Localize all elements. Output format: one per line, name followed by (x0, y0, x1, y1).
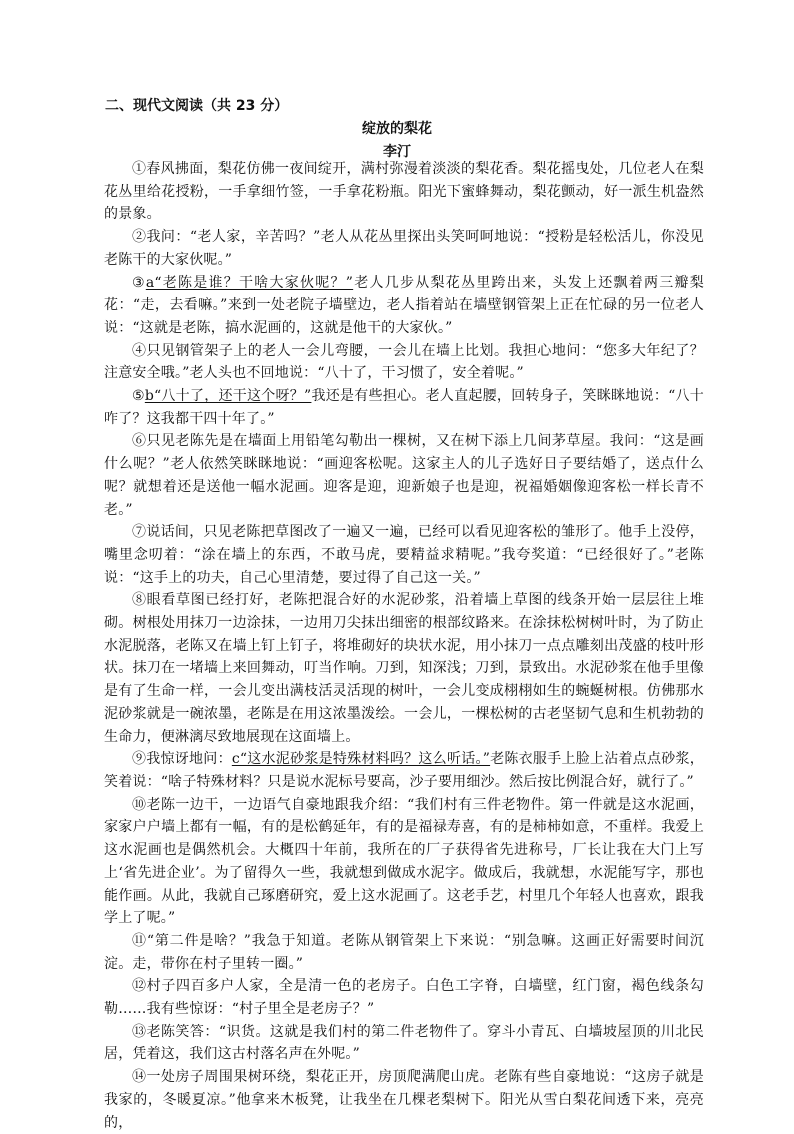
paragraph-2 (104, 226, 704, 271)
paragraph-8 (104, 589, 704, 748)
paragraph-text: 老陈衣服手上脸上沾着点点砂浆，笑着说：“啥子特殊材料？只是说水泥标号要高，沙子要用细沙。然后按比例混合好，就行了。” (104, 751, 705, 790)
underlined-question: a“老陈是谁？干啥大家伙呢？” (145, 274, 354, 291)
paragraph-text: ⑪“第二件是啥？”我急于知道。老陈从钢管架上下来说：“别急嘛。这画正好需要时间沉淀。走，带你在村子里转一圈。” (104, 932, 704, 972)
paragraph-4 (104, 340, 704, 385)
paragraph-7 (104, 521, 704, 589)
paragraph-12 (104, 975, 704, 1020)
paragraph-text: ⑨我惊讶地问： (132, 751, 232, 768)
paragraph-text: ⑤ (132, 388, 145, 405)
paragraph-text: ⑩老陈一边干，一边语气自豪地跟我介绍：“我们村有三件老物件。第一件就是这水泥画，家家户户墙上都有一幅，有的是松鹤延年，有的是福禄寿喜，有的是柿柿如意，不重样。我爱上这水泥画也是偶然机会。大概四十年前，我所在的厂子获得省先进称号，厂长让我在大门上写上‘省先进企业’。为了留得久一些，我就想到做成水泥字。做成后，我就想，水泥能写字，那也能作画。从此，我就自己琢磨研究，爱上这水泥画了。这老手艺，村里几个年轻人也喜欢，跟我学上了呢。” (104, 796, 704, 927)
paragraph-13 (104, 1021, 704, 1066)
underlined-question: b“八十了，还干这个呀？” (144, 388, 312, 405)
paragraph-text: ⑬老陈笑答：“识货。这就是我们村的第二件老物件了。穿斗小青瓦、白墙坡屋顶的川北民居，凭着这，我们这古村落名声在外呢。” (104, 1023, 704, 1063)
paragraph-text: 老人几步从梨花丛里跨出来，头发上还飘着两三瓣梨花：“走，去看嘛。”来到一处老院子墙壁边，老人指着站在墙壁钢管架上正在忙碌的另一位老人说：“这就是老陈，搞水泥画的，这就是他干的大家伙。” (104, 274, 704, 336)
paragraph-9 (104, 748, 704, 793)
paragraph-text: ①春风拂面，梨花仿佛一夜间绽开，满村弥漫着淡淡的梨花香。梨花摇曳处，几位老人在梨花丛里给花授粉，一手拿细竹签，一手拿花粉瓶。阳光下蜜蜂舞动，梨花颤动，好一派生机盎然的景象。 (104, 161, 704, 223)
paragraph-text: ⑧眼看草图已经打好，老陈把混合好的水泥砂浆，沿着墙上草图的线条开始一层层往上堆砌。树根处用抹刀一边涂抹，一边用刀尖抹出细密的根部纹路来。在涂抹松树树叶时，为了防止水泥脱落，老陈又在墙上钉上钉子，将堆砌好的块状水泥，用小抹刀一点点雕刻出茂盛的枝叶形状。抹刀在一堵墙上来回舞动，叮当作响。刀到，知深浅；刀到，景致出。水泥砂浆在他手里像是有了生命一样，一会儿变出满枝活灵活现的树叶，一会儿变成栩栩如生的蜿蜒树根。仿佛那水泥砂浆就是一碗浓墨，老陈是在用这浓墨泼绘。一会儿，一棵松树的古老坚韧气息和生机勃勃的生命力，便淋漓尽致地展现在这面墙上。 (104, 592, 704, 745)
paragraph-1 (104, 158, 704, 226)
paragraph-text: ④只见钢管架子上的老人一会儿弯腰，一会儿在墙上比划。我担心地问：“您多大年纪了？注意安全哦。”老人头也不回地说：“八十了，干习惯了，安全着呢。” (104, 342, 704, 382)
paragraph-text: ②我问：“老人家，辛苦吗？”老人从花丛里探出头笑呵呵地说：“授粉是轻松活儿，你没见老陈干的大家伙呢。” (104, 229, 704, 268)
paragraph-11 (104, 930, 704, 975)
article-author: 李汀 (383, 144, 411, 160)
paragraph-5 (104, 385, 704, 430)
article-title: 绽放的梨花 (362, 121, 432, 137)
paragraph-text: ③ (132, 274, 146, 291)
paragraph-text: ⑦说话间，只见老陈把草图改了一遍又一遍，已经可以看见迎客松的雏形了。他手上没停，嘴里念叨着：“涂在墙上的东西，不敢马虎，要精益求精呢。”我夸奖道：“已经很好了。”老陈说：“这手上的功夫，自己心里清楚，要过得了自己这一关。” (104, 524, 704, 586)
paragraph-text: ⑭一处房子周围果树环绕，梨花正开，房顶爬满爬山虎。老陈有些自豪地说：“这房子就是我家的，冬暖夏凉。”他拿来木板凳，让我坐在几棵老梨树下。阳光从雪白梨花间透下来，亮亮的， (104, 1069, 704, 1131)
underlined-question: c“这水泥砂浆是特殊材料吗？这么听话。” (231, 751, 491, 768)
section-heading: 二、现代文阅读（共 23 分） (105, 98, 289, 114)
paragraph-text: ⑫村子四百多户人家，全是清一色的老房子。白色工字脊，白墙壁，红门窗，褐色线条勾勒……我有些惊讶：“村子里全是老房子？” (104, 978, 704, 1018)
paragraph-6 (104, 430, 704, 521)
paragraph-3 (104, 272, 704, 340)
article-body (104, 158, 704, 1134)
paragraph-10 (104, 794, 704, 930)
paragraph-text: 我还是有些担心。老人直起腰，回转身子，笑眯眯地说：“八十咋了？这我都干四十年了。” (104, 388, 704, 427)
paragraph-14 (104, 1066, 704, 1134)
paragraph-text: ⑥只见老陈先是在墙面上用铅笔勾勒出一棵树，又在树下添上几间茅草屋。我问：“这是画什么呢？”老人依然笑眯眯地说：“画迎客松呢。这家主人的儿子选好日子要结婚了，送点什么呢？就想着还是送他一幅水泥画。迎客是迎，迎新娘子也是迎，祝福婚姻像迎客松一样长青不老。” (104, 433, 704, 518)
